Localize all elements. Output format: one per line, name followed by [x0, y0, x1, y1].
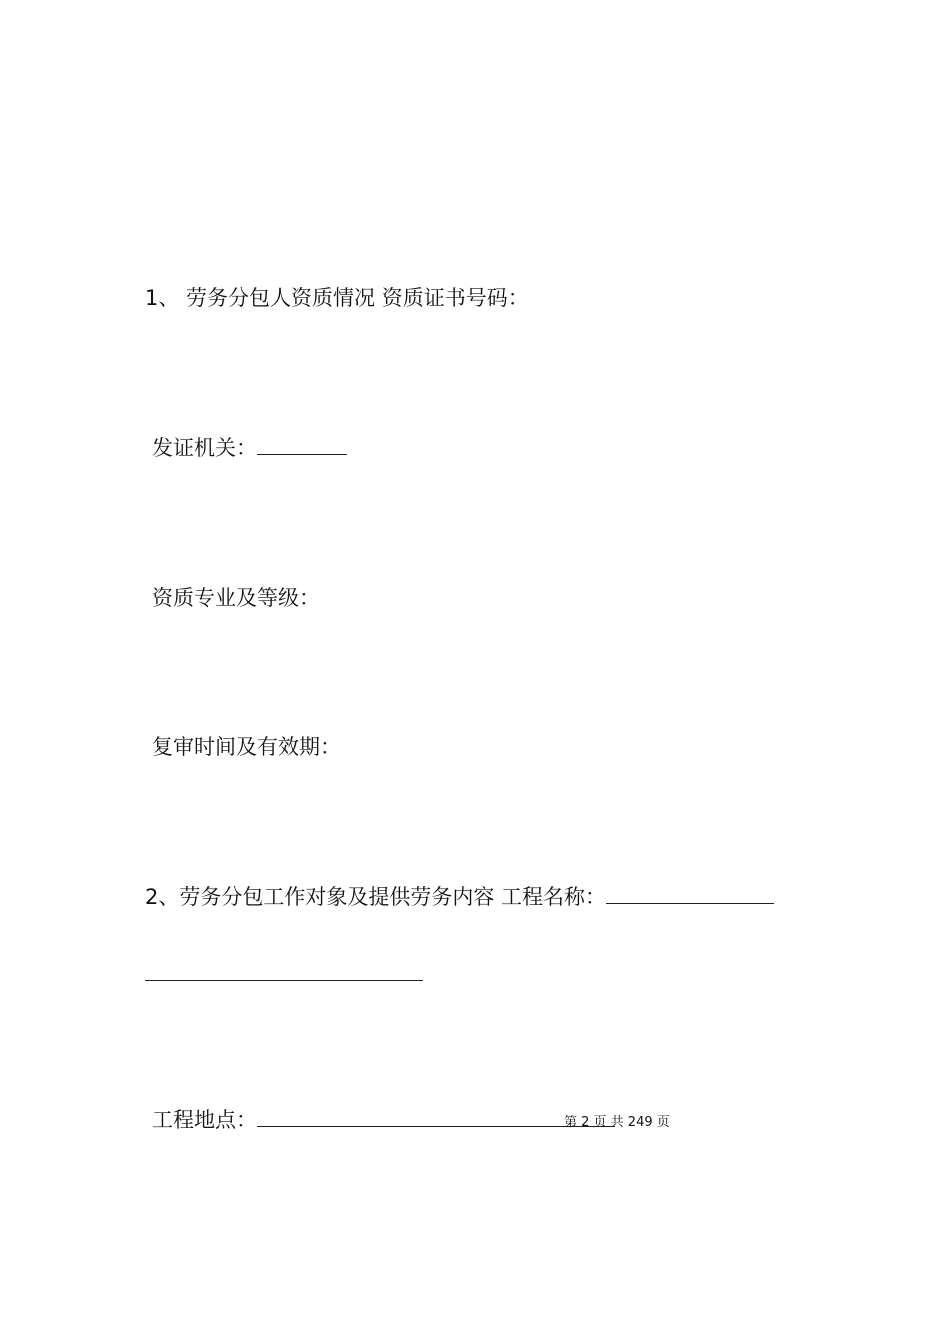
specialty-field	[152, 588, 320, 609]
section2-heading	[145, 887, 774, 908]
specialty-label: 资质专业及等级：	[152, 586, 320, 610]
review-field	[152, 737, 341, 758]
issuer-blank-line	[257, 453, 347, 455]
section1-heading-text: 1、 劳务分包人资质情况 资质证书号码：	[145, 286, 529, 310]
project-name-blank-line	[606, 902, 774, 904]
issuer-field	[152, 438, 347, 459]
project-name-continuation-line	[145, 980, 423, 981]
issuer-label: 发证机关：	[152, 436, 257, 460]
page-indicator: 第 2 页 共 249 页	[564, 1115, 670, 1130]
review-label: 复审时间及有效期：	[152, 735, 341, 759]
location-blank-line	[257, 1125, 615, 1127]
location-field	[152, 1110, 615, 1131]
section2-heading-text: 2、劳务分包工作对象及提供劳务内容 工程名称：	[145, 885, 607, 909]
section1-heading	[145, 288, 529, 309]
location-label: 工程地点：	[152, 1108, 257, 1132]
